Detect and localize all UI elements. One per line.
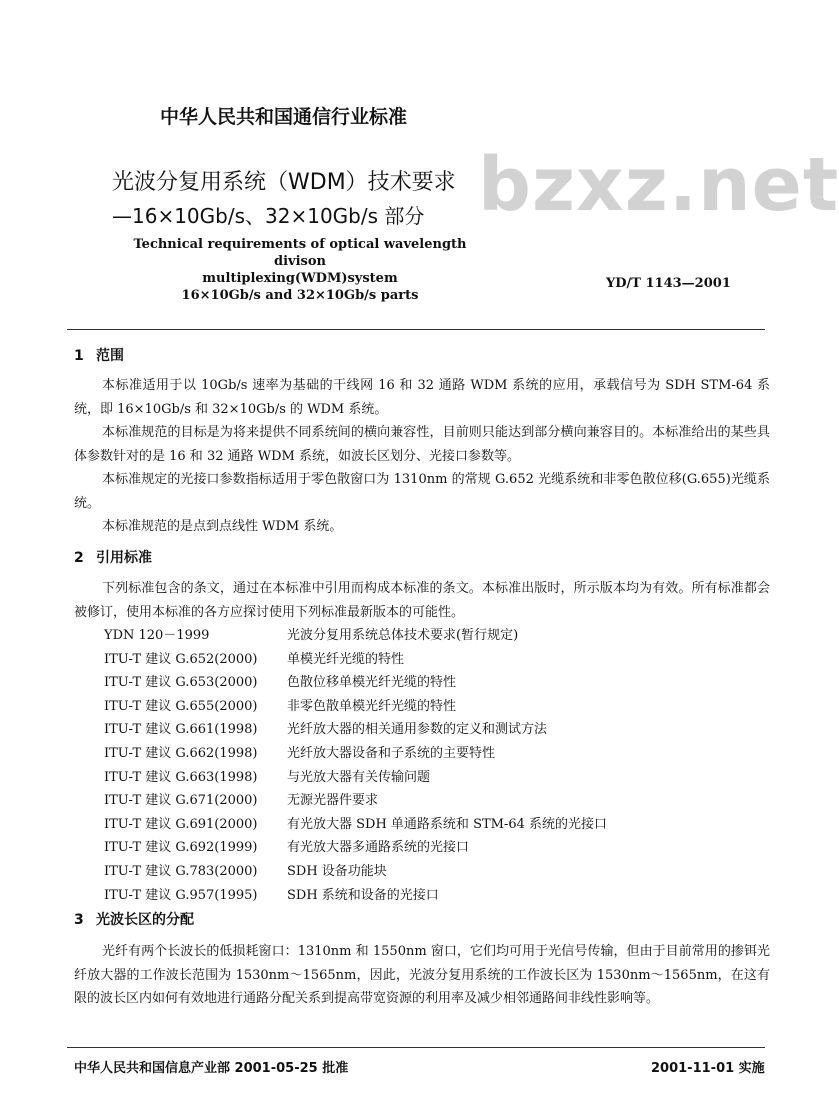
reference-row — [104, 766, 607, 790]
title-english — [120, 236, 480, 304]
section-title: 引用标准 — [96, 550, 152, 566]
section-2-intro: 下列标准包含的条文，通过在本标准中引用而构成本标准的条文。本标准出版时，所示版本均为有效。所有标准都会被修订，使用本标准的各方应探讨使用下列标准最新版本的可能性。 — [74, 581, 770, 620]
reference-title: 有光放大器 SDH 单通路系统和 STM-64 系统的光接口 — [287, 816, 608, 832]
reference-code: ITU-T 建议 G.653(2000) — [104, 675, 258, 691]
reference-code: ITU-T 建议 G.655(2000) — [104, 698, 258, 714]
section-number: 2 — [74, 550, 84, 566]
section-1-heading — [74, 345, 124, 365]
implementation-date: 2001-11-01 实施 — [651, 1061, 765, 1076]
reference-row — [104, 742, 607, 766]
title-chinese-line2: —16×10Gb/s、32×10Gb/s 部分 — [112, 204, 425, 228]
title-english-line3: 16×10Gb/s and 32×10Gb/s parts — [181, 288, 419, 303]
reference-code: ITU-T 建议 G.652(2000) — [104, 651, 258, 667]
reference-code: ITU-T 建议 G.671(2000) — [104, 793, 258, 809]
reference-title: 光纤放大器的相关通用参数的定义和测试方法 — [287, 722, 548, 738]
issuing-body-header: 中华人民共和国通信行业标准 — [160, 106, 408, 128]
reference-title: SDH 系统和设备的光接口 — [287, 887, 439, 903]
reference-title: 光纤放大器设备和子系统的主要特性 — [287, 745, 496, 761]
reference-title: 与光放大器有关传输问题 — [287, 769, 431, 785]
section-1-para-3: 本标准规定的光接口参数指标适用于零色散窗口为 1310nm 的常规 G.652 光缆系统和非零色散位移(G.655)光缆系统。 — [74, 472, 770, 511]
reference-title: SDH 设备功能块 — [287, 863, 387, 879]
title-english-line1: Technical requirements of optical wavelength divison — [133, 237, 467, 269]
reference-code: ITU-T 建议 G.957(1995) — [104, 887, 258, 903]
reference-code: ITU-T 建议 G.783(2000) — [104, 863, 258, 879]
reference-title: 非零色散单模光纤光缆的特性 — [287, 698, 457, 714]
section-title: 光波长区的分配 — [96, 912, 194, 928]
reference-title: 单模光纤光缆的特性 — [287, 651, 405, 667]
reference-row — [104, 813, 607, 837]
reference-row — [104, 624, 607, 648]
title-english-line2: multiplexing(WDM)system — [202, 271, 398, 286]
section-number: 3 — [74, 912, 84, 928]
reference-row — [104, 789, 607, 813]
reference-title: 有光放大器多通路系统的光接口 — [287, 840, 470, 856]
normative-references-list — [104, 624, 607, 907]
reference-row — [104, 884, 607, 908]
footer-divider — [67, 1047, 765, 1048]
section-3-heading — [74, 909, 194, 929]
reference-row — [104, 695, 607, 719]
reference-code: ITU-T 建议 G.663(1998) — [104, 769, 258, 785]
reference-title: 光波分复用系统总体技术要求(暂行规定) — [287, 628, 519, 643]
section-title: 范围 — [96, 348, 124, 364]
section-3-para: 光纤有两个长波长的低损耗窗口：1310nm 和 1550nm 窗口，它们均可用于光信号传输，但由于目前常用的掺铒光纤放大器的工作波长范围为 1530nm～1565nm，因此，光波分复用系统的工作波长区为 1530nm～1565nm，在这有限的波长区内如何有效地进行通路分配关系到提高带宽资源的利用率及减少相邻通路间非线性影响等。 — [74, 944, 770, 1006]
section-1-para-2: 本标准规范的目标是为将来提供不同系统间的横向兼容性，目前则只能达到部分横向兼容目的。本标准给出的某些具体参数针对的是 16 和 32 通路 WDM 系统，如波长区划分、光接口参数等。 — [74, 425, 770, 464]
section-1-para-1: 本标准适用于以 10Gb/s 速率为基础的干线网 16 和 32 通路 WDM 系统的应用，承载信号为 SDH STM-64 系统，即 16×10Gb/s 和 32×10Gb/s 的 WDM 系统。 — [74, 378, 770, 417]
title-chinese-line1: 光波分复用系统（WDM）技术要求 — [112, 170, 456, 195]
reference-code: YDN 120－1999 — [104, 628, 210, 643]
reference-title: 色散位移单模光纤光缆的特性 — [287, 675, 457, 691]
reference-row — [104, 718, 607, 742]
reference-row — [104, 860, 607, 884]
reference-code: ITU-T 建议 G.662(1998) — [104, 745, 258, 761]
approval-line: 中华人民共和国信息产业部 2001-05-25 批准 — [74, 1061, 349, 1076]
section-number: 1 — [74, 348, 84, 364]
header-divider — [67, 329, 765, 330]
section-1-para-4: 本标准规范的是点到点线性 WDM 系统。 — [102, 519, 343, 534]
standard-code: YD/T 1143—2001 — [606, 276, 731, 291]
reference-code: ITU-T 建议 G.691(2000) — [104, 816, 258, 832]
reference-code: ITU-T 建议 G.692(1999) — [104, 840, 258, 856]
reference-row — [104, 648, 607, 672]
reference-row — [104, 671, 607, 695]
watermark: bzxz.net — [478, 142, 839, 228]
reference-title: 无源光器件要求 — [287, 793, 379, 809]
section-2-heading — [74, 547, 152, 567]
reference-code: ITU-T 建议 G.661(1998) — [104, 722, 258, 738]
reference-row — [104, 836, 607, 860]
